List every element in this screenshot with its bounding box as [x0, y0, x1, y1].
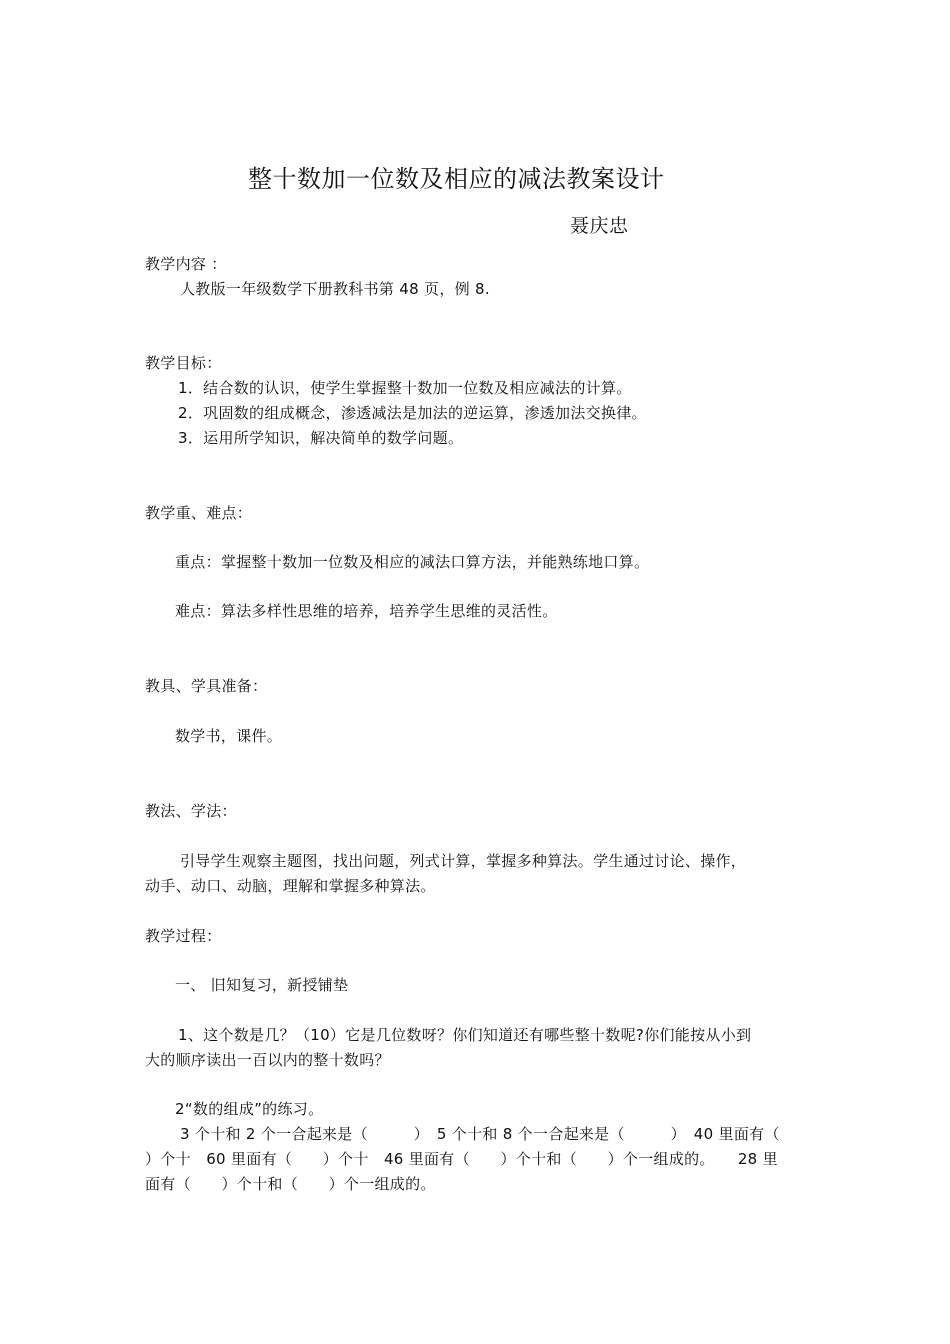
- methods-text-line: 引导学生观察主题图，找出问题，列式计算，掌握多种算法。学生通过讨论、操作，: [180, 852, 747, 870]
- step-heading: 一、 旧知复习，新授铺垫: [175, 976, 349, 994]
- question-line: 大的顺序读出一百以内的整十数吗？: [145, 1051, 390, 1069]
- exercise-title: 2“数的组成”的练习。: [175, 1100, 324, 1118]
- question-line: 1、这个数是几？（10）它是几位数呀？你们知道还有哪些整十数呢?你们能按从小到: [178, 1026, 752, 1044]
- methods-heading: 教法、学法：: [145, 802, 237, 820]
- goal-item: 1．结合数的认识，使学生掌握整十数加一位数及相应减法的计算。: [178, 379, 632, 397]
- author-name: 聂庆忠: [570, 215, 629, 237]
- methods-text-line: 动手、动口、动脑，理解和掌握多种算法。: [145, 877, 436, 895]
- key-point: 重点：掌握整十数加一位数及相应的减法口算方法，并能熟练地口算。: [175, 553, 650, 571]
- exercise-line: 面有（ ）个十和（ ）个一组成的。: [145, 1175, 436, 1193]
- content-text: 人教版一年级数学下册教科书第 48 页，例 8.: [180, 280, 490, 298]
- key-heading: 教学重、难点：: [145, 504, 253, 522]
- content-heading: 教学内容 ：: [145, 255, 227, 273]
- tools-heading: 教具、学具准备：: [145, 677, 268, 695]
- goal-item: 3．运用所学知识，解决简单的数学问题。: [178, 429, 464, 447]
- process-heading: 教学过程：: [145, 927, 222, 945]
- goals-heading: 教学目标：: [145, 354, 222, 372]
- goal-item: 2．巩固数的组成概念，渗透减法是加法的逆运算，渗透加法交换律。: [178, 404, 647, 422]
- tools-text: 数学书，课件。: [175, 727, 283, 745]
- exercise-line: 3 个十和 2 个一合起来是（ ） 5 个十和 8 个一合起来是（ ） 40 里面有（: [180, 1125, 780, 1143]
- exercise-line: ）个十 60 里面有（ ）个十 46 里面有（ ）个十和（ ）个一组成的。 28 里: [145, 1150, 778, 1168]
- difficult-point: 难点：算法多样性思维的培养，培养学生思维的灵活性。: [175, 602, 558, 620]
- document-title: 整十数加一位数及相应的减法教案设计: [248, 165, 665, 193]
